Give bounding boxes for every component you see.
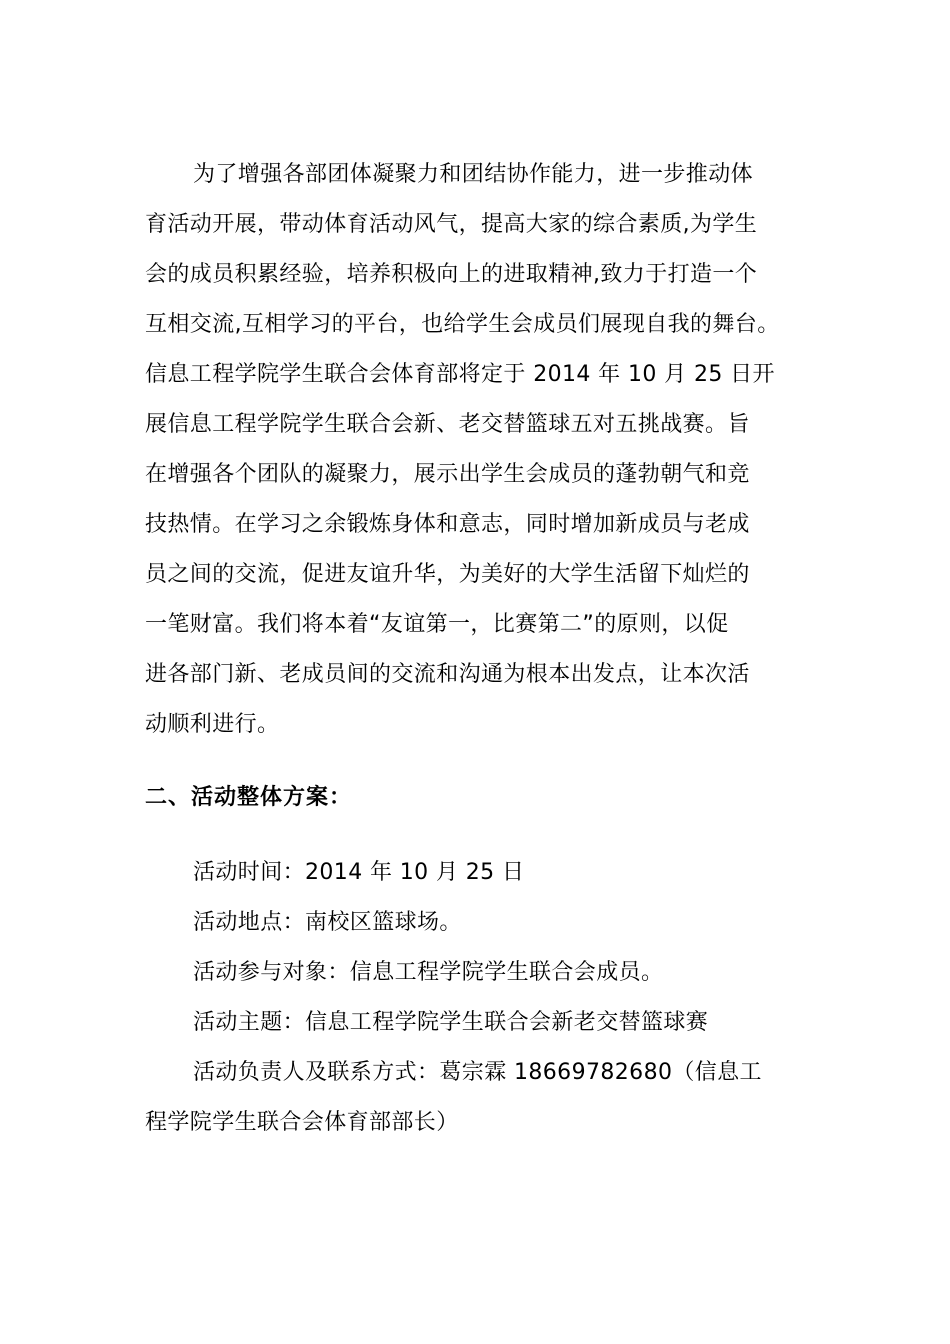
intro-line-1: 为了增强各部团体凝聚力和团结协作能力，进一步推动体 bbox=[193, 162, 754, 187]
intro-line-8: 技热情。在学习之余锻炼身体和意志，同时增加新成员与老成 bbox=[145, 512, 750, 537]
intro-line-12: 动顺利进行。 bbox=[145, 712, 280, 737]
intro-line-9: 员之间的交流，促进友谊升华，为美好的大学生活留下灿烂的 bbox=[145, 562, 750, 587]
plan-participants: 活动参与对象：信息工程学院学生联合会成员。 bbox=[193, 960, 664, 985]
intro-line-2: 育活动开展，带动体育活动风气，提高大家的综合素质,为学生 bbox=[145, 212, 758, 237]
intro-line-10: 一笔财富。我们将本着“友谊第一，比赛第二”的原则，以促 bbox=[145, 612, 729, 637]
plan-location: 活动地点：南校区篮球场。 bbox=[193, 910, 462, 935]
plan-time: 活动时间：2014 年 10 月 25 日 bbox=[193, 860, 525, 885]
intro-line-3: 会的成员积累经验，培养积极向上的进取精神,致力于打造一个 bbox=[145, 262, 758, 287]
intro-line-6: 展信息工程学院学生联合会新、老交替篮球五对五挑战赛。旨 bbox=[145, 412, 750, 437]
intro-line-11: 进各部门新、老成员间的交流和沟通为根本出发点，让本次活 bbox=[145, 662, 750, 687]
plan-contact: 活动负责人及联系方式：葛宗霖 18669782680（信息工 bbox=[193, 1060, 762, 1085]
intro-line-4: 互相交流,互相学习的平台，也给学生会成员们展现自我的舞台。 bbox=[145, 312, 780, 337]
intro-line-7: 在增强各个团队的凝聚力，展示出学生会成员的蓬勃朝气和竞 bbox=[145, 462, 750, 487]
plan-contact-continued: 程学院学生联合会体育部部长） bbox=[145, 1110, 459, 1135]
section-heading: 二、活动整体方案： bbox=[145, 785, 353, 810]
plan-theme: 活动主题：信息工程学院学生联合会新老交替篮球赛 bbox=[193, 1010, 709, 1035]
intro-line-5: 信息工程学院学生联合会体育部将定于 2014 年 10 月 25 日开 bbox=[145, 362, 775, 387]
